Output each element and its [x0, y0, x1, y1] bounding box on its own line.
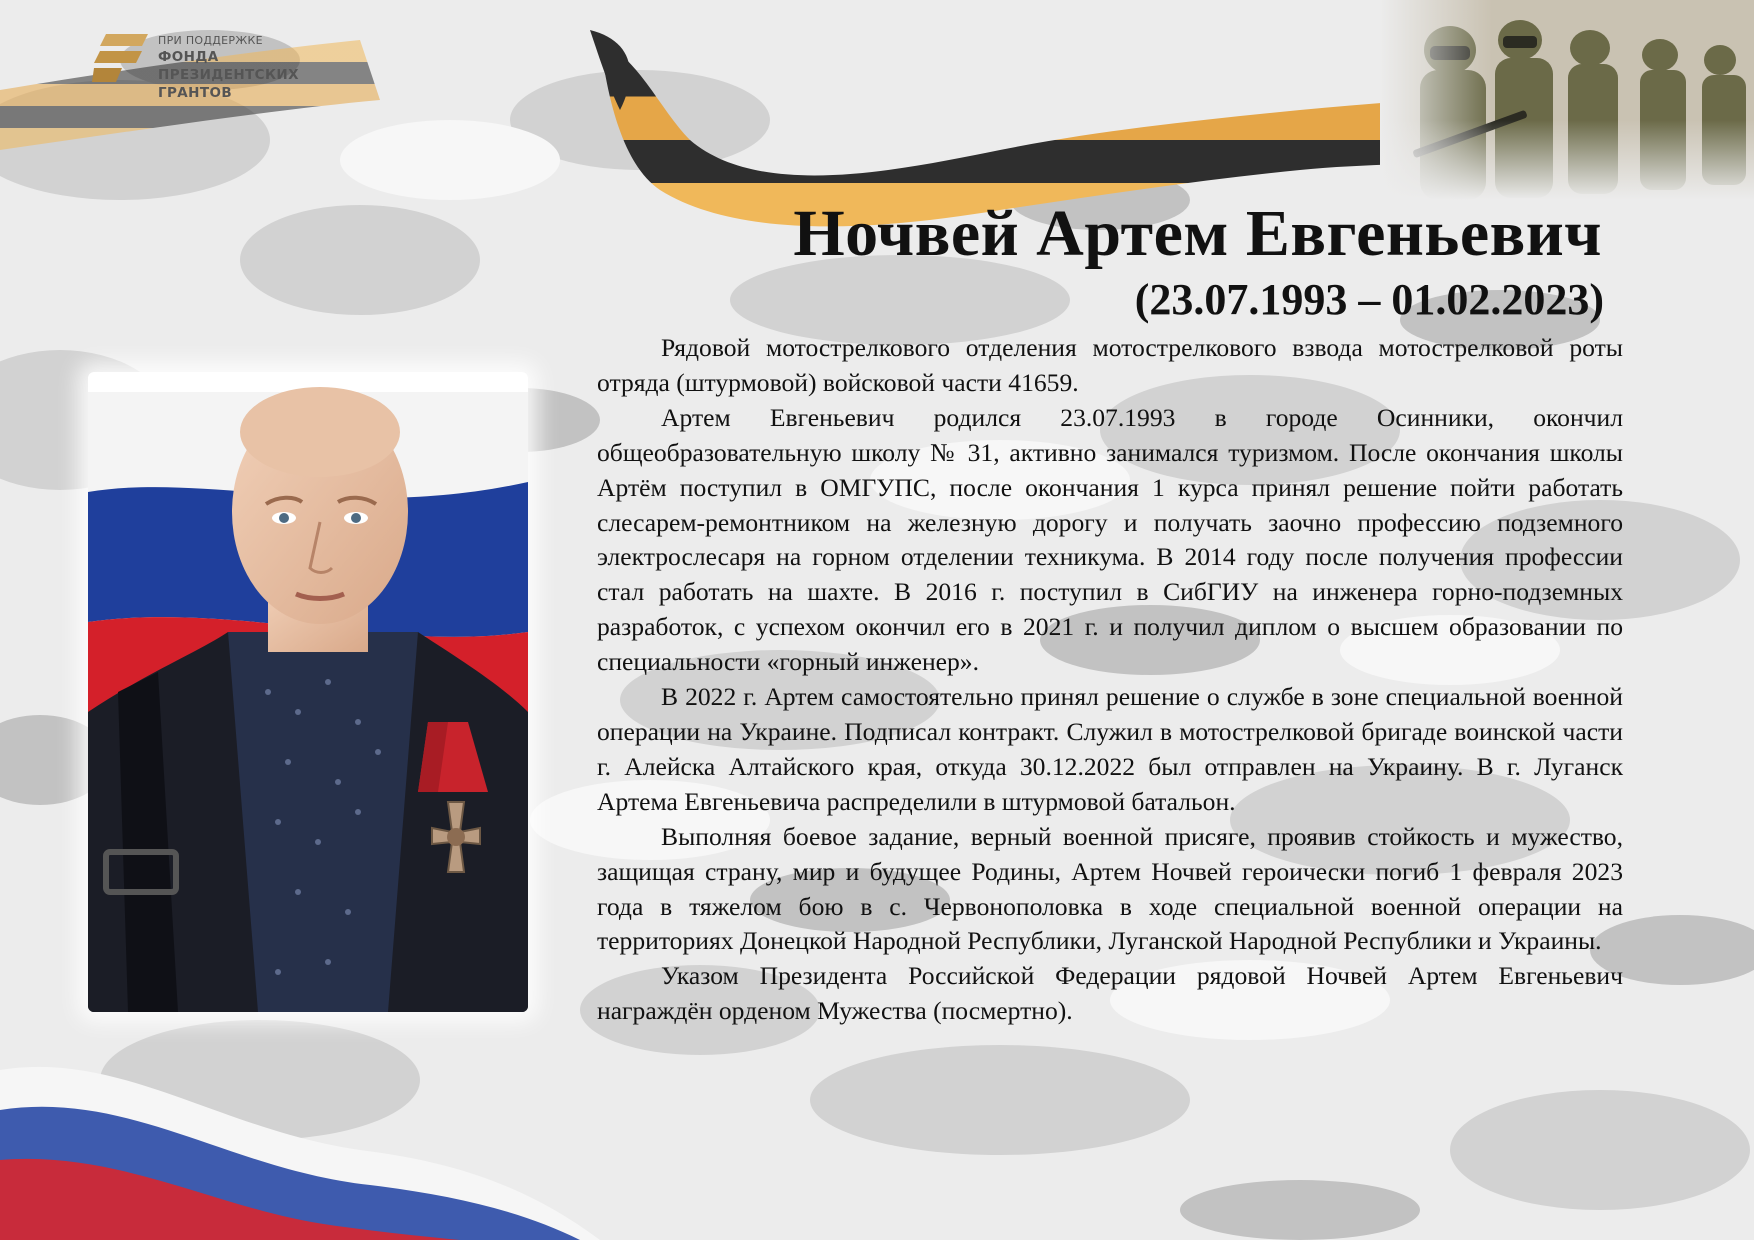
bio-paragraph: Артем Евгеньевич родился 23.07.1993 в городе Осинники, окончил общеобразовательную школу № 31, активно занимался туризмом. После окончания школы Артём поступил в ОМГУПС, после окончания 1 курса принял решение пойти работать слесарем-ремонтником на железную дорогу и получать заочно профессию подземного электрослесаря на горном отделении техникума. В 2014 году после получения профессии стал работать на шахте. В 2016 г. поступил в СибГИУ на инженера горно-подземных разработок, с успехом окончил его в 2021 г. и получил диплом о высшем образовании по специальности «горный инженер». [597, 402, 1623, 677]
bio-paragraph: Выполняя боевое задание, верный военной присяге, проявив стойкость и мужество, защищая страну, мир и будущее Родины, Артем Ночвей героически погиб 1 февраля 2023 года в тяжелом бою в с. Червонополовка в ходе специальной военной операции на территориях Донецкой Народной Республики, Луганской Народной Республики и Украины. [597, 821, 1623, 956]
bio-paragraph: Указом Президента Российской Федерации рядовой Ночвей Артем Евгеньевич награждён орденом Мужества (посмертно). [597, 961, 1623, 1026]
logo-line-1: ФОНДА [158, 49, 219, 65]
presidential-grants-logo [92, 26, 312, 116]
portrait-illustration [88, 372, 528, 1012]
grant-fund-logo-icon [92, 32, 150, 84]
life-dates: (23.07.1993 – 01.02.2023) [1134, 275, 1604, 324]
person-name: Ночвей Артем Евгеньевич [793, 197, 1602, 270]
bio-paragraph: Рядовой мотострелкового отделения мотострелкового взвода мотострелковой роты отряда (штурмовой) войсковой части 41659. [597, 333, 1623, 397]
portrait-photo [88, 372, 528, 1012]
bio-paragraph: В 2022 г. Артем самостоятельно принял решение о службе в зоне специальной военной операции на Украине. Подписал контракт. Служил в мотострелковой бригаде воинской части г. Алейска Алтайского края, откуда 30.12.2022 был отправлен на Украину. В г. Луганск Артема Евгеньевича распределили в штурмовой батальон. [597, 682, 1623, 816]
logo-line-2: ПРЕЗИДЕНТСКИХ [158, 67, 299, 83]
logo-caption: ПРИ ПОДДЕРЖКЕ [158, 34, 263, 47]
logo-line-3: ГРАНТОВ [158, 85, 233, 101]
tricolor-wave [0, 1010, 600, 1240]
biography [597, 331, 1623, 1029]
soldiers-banner [1380, 0, 1754, 200]
